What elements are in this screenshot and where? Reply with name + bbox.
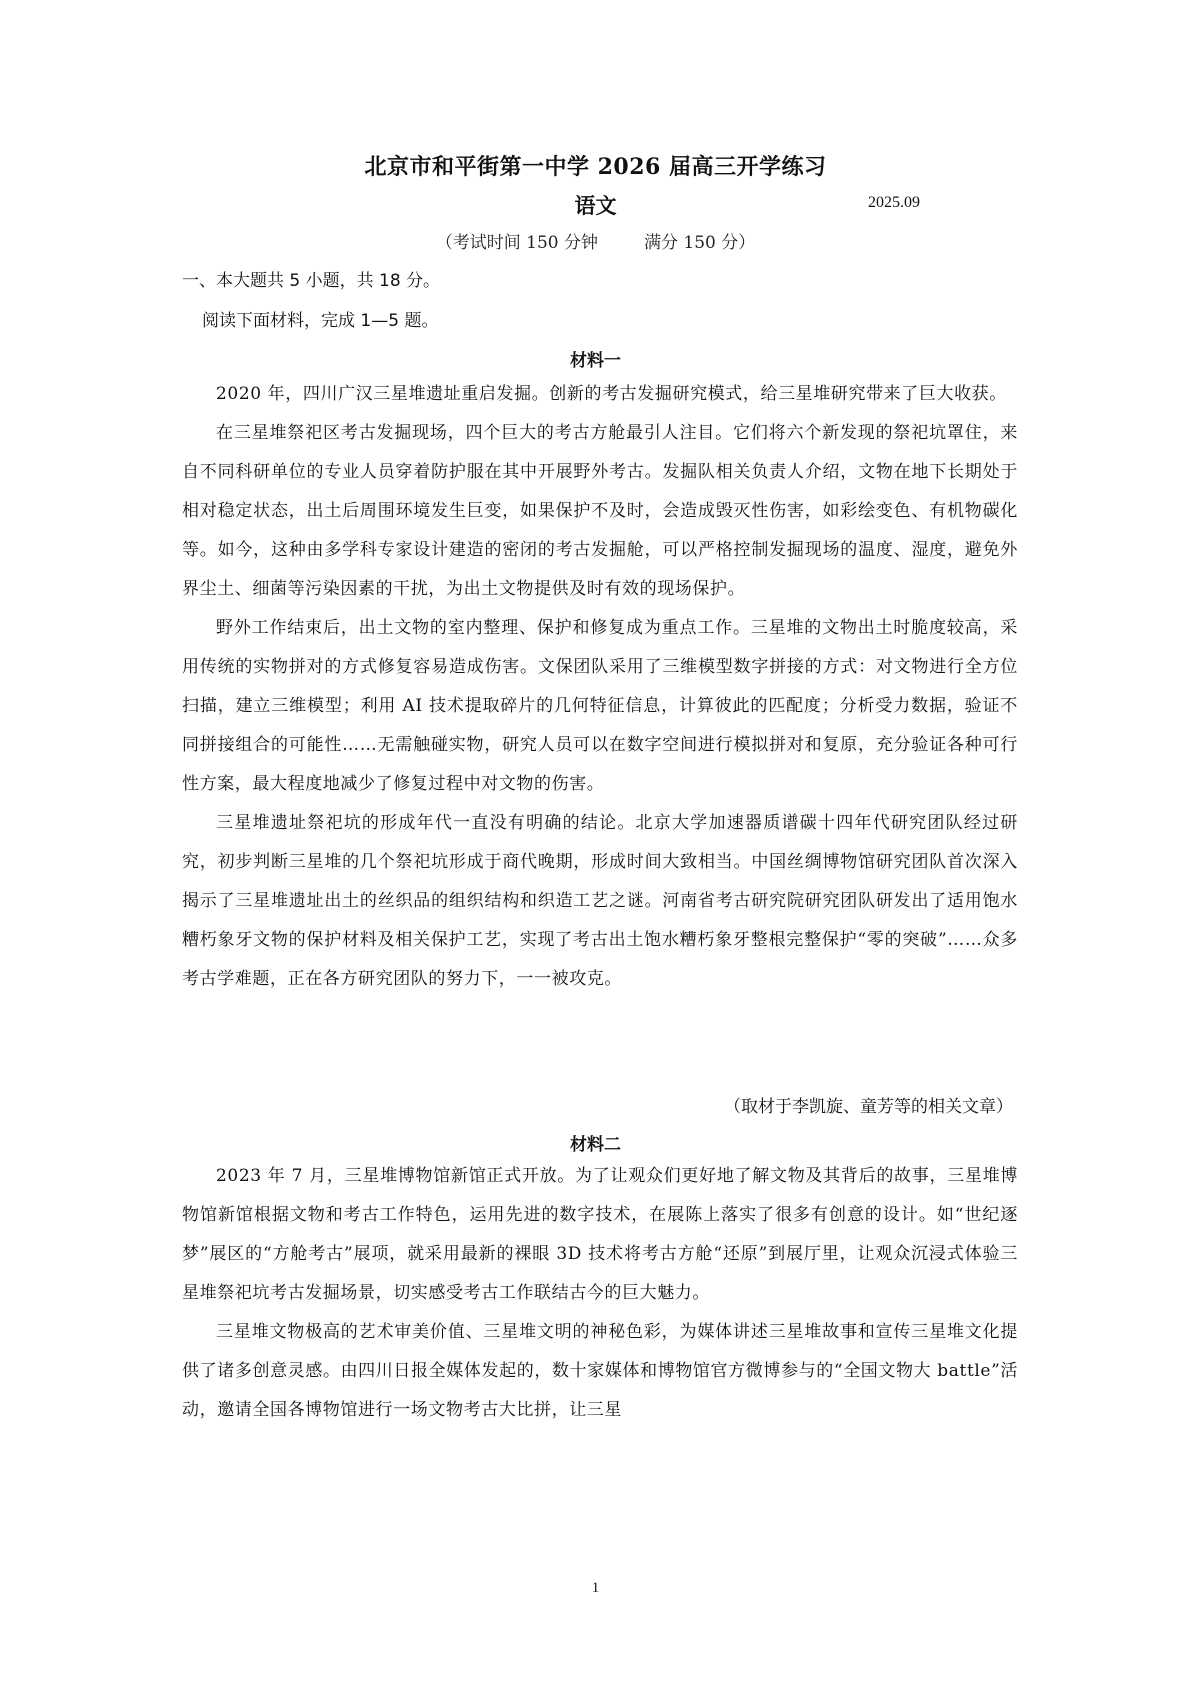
material-two-body bbox=[182, 1157, 1018, 1430]
page-number: 1 bbox=[591, 1580, 600, 1596]
section-heading: 一、本大题共 5 小题，共 18 分。 bbox=[182, 271, 441, 291]
material-one-body bbox=[182, 375, 1018, 999]
page-title: 北京市和平街第一中学 2026 届高三开学练习 bbox=[364, 154, 827, 180]
paragraph: 2023 年 7 月，三星堆博物馆新馆正式开放。为了让观众们更好地了解文物及其背后的故事，三星堆博物馆新馆根据文物和考古工作特色，运用先进的数字技术，在展陈上落实了很多有创意的设计。如“世纪逐梦”展区的“方舱考古”展项，就采用最新的裸眼 3D 技术将考古方舱“还原”到展厅里，让观众沉浸式体验三星堆祭祀坑考古发掘场景，切实感受考古工作联结古今的巨大魅力。 bbox=[182, 1166, 1018, 1303]
material-one-title: 材料一 bbox=[570, 351, 621, 371]
material-two-title: 材料二 bbox=[570, 1135, 621, 1155]
section-instruction: 阅读下面材料，完成 1—5 题。 bbox=[202, 311, 439, 331]
full-score: 满分 150 分） bbox=[644, 233, 756, 253]
paragraph: 在三星堆祭祀区考古发掘现场，四个巨大的考古方舱最引人注目。它们将六个新发现的祭祀坑罩住，来自不同科研单位的专业人员穿着防护服在其中开展野外考古。发掘队相关负责人介绍，文物在地下长期处于相对稳定状态，出土后周围环境发生巨变，如果保护不及时，会造成毁灭性伤害，如彩绘变色、有机物碳化等。如今，这种由多学科专家设计建造的密闭的考古发掘舱，可以严格控制发掘现场的温度、湿度，避免外界尘土、细菌等污染因素的干扰，为出土文物提供及时有效的现场保护。 bbox=[182, 423, 1018, 599]
exam-info bbox=[0, 228, 1191, 253]
paragraph: 野外工作结束后，出土文物的室内整理、保护和修复成为重点工作。三星堆的文物出土时脆度较高，采用传统的实物拼对的方式修复容易造成伤害。文保团队采用了三维模型数字拼接的方式：对文物进行全方位扫描，建立三维模型；利用 AI 技术提取碎片的几何特征信息，计算彼此的匹配度；分析受力数据，验证不同拼接组合的可能性……无需触碰实物，研究人员可以在数字空间进行模拟拼对和复原，充分验证各种可行性方案，最大程度地减少了修复过程中对文物的伤害。 bbox=[182, 618, 1018, 794]
subject-label: 语文 bbox=[574, 193, 617, 218]
exam-time: （考试时间 150 分钟 bbox=[435, 233, 598, 253]
paragraph: 三星堆文物极高的艺术审美价值、三星堆文明的神秘色彩，为媒体讲述三星堆故事和宣传三星堆文化提供了诸多创意灵感。由四川日报全媒体发起的，数十家媒体和博物馆官方微博参与的“全国文物大 battle”活动，邀请全国各博物馆进行一场文物考古大比拼，让三星 bbox=[182, 1322, 1018, 1420]
paragraph: 三星堆遗址祭祀坑的形成年代一直没有明确的结论。北京大学加速器质谱碳十四年代研究团队经过研究，初步判断三星堆的几个祭祀坑形成于商代晚期，形成时间大致相当。中国丝绸博物馆研究团队首次深入揭示了三星堆遗址出土的丝织品的组织结构和织造工艺之谜。河南省考古研究院研究团队研发出了适用饱水糟朽象牙文物的保护材料及相关保护工艺，实现了考古出土饱水糟朽象牙整根完整保护“零的突破”……众多考古学难题，正在各方研究团队的努力下，一一被攻克。 bbox=[182, 813, 1018, 989]
exam-date: 2025.09 bbox=[868, 194, 920, 211]
material-one-source: （取材于李凯旋、童芳等的相关文章） bbox=[724, 1097, 1013, 1117]
paragraph: 2020 年，四川广汉三星堆遗址重启发掘。创新的考古发掘研究模式，给三星堆研究带来了巨大收获。 bbox=[216, 384, 1007, 404]
